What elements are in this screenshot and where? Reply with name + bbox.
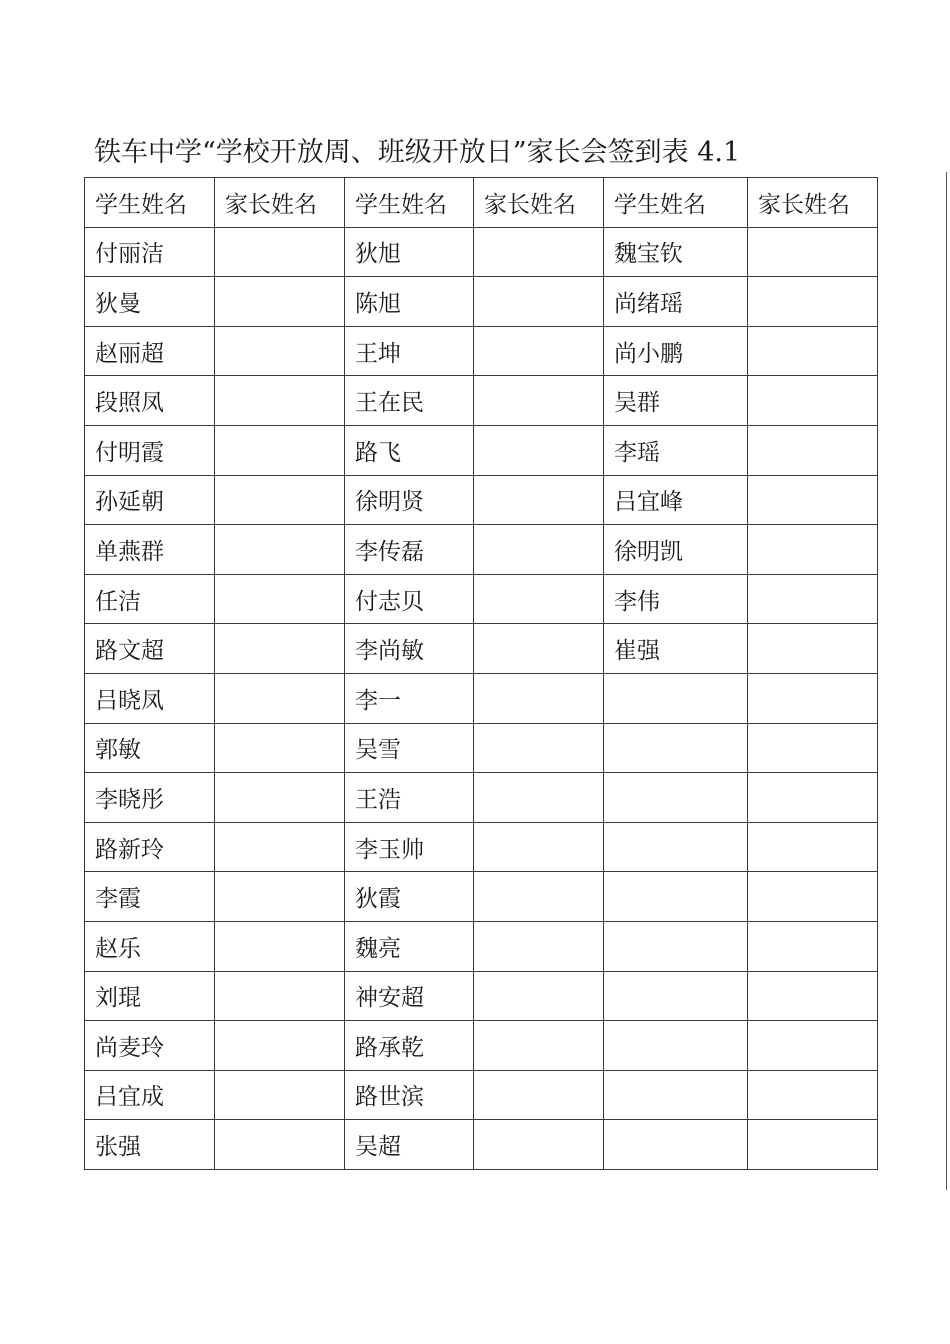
student-name-cell [604, 723, 748, 773]
student-name-cell: 徐明凯 [604, 525, 748, 575]
student-name-cell: 李瑶 [604, 425, 748, 475]
student-name-cell: 吕晓凤 [85, 673, 215, 723]
parent-signature-cell[interactable] [474, 475, 604, 525]
table-row [85, 822, 878, 872]
parent-signature-cell[interactable] [215, 921, 345, 971]
table-row [85, 475, 878, 525]
parent-signature-cell[interactable] [474, 673, 604, 723]
document-title: 铁车中学“学校开放周、班级开放日”家长会签到表 4.1 [94, 137, 741, 168]
parent-signature-cell[interactable] [474, 872, 604, 922]
student-name-cell: 路文超 [85, 624, 215, 674]
student-name-cell: 尚小鹏 [604, 326, 748, 376]
student-name-cell: 魏宝钦 [604, 227, 748, 277]
student-name-cell: 尚麦玲 [85, 1021, 215, 1071]
student-name-cell: 李晓彤 [85, 773, 215, 823]
student-name-cell: 崔强 [604, 624, 748, 674]
sign-in-table [84, 177, 878, 1170]
student-name-cell: 李一 [345, 673, 474, 723]
parent-signature-cell[interactable] [748, 773, 878, 823]
parent-signature-cell[interactable] [474, 425, 604, 475]
student-name-cell: 吴雪 [345, 723, 474, 773]
parent-signature-cell[interactable] [474, 1070, 604, 1120]
table-row [85, 376, 878, 426]
table-row [85, 921, 878, 971]
student-name-cell: 郭敏 [85, 723, 215, 773]
table-row [85, 723, 878, 773]
parent-signature-cell[interactable] [215, 773, 345, 823]
parent-signature-cell[interactable] [748, 921, 878, 971]
parent-signature-cell[interactable] [474, 723, 604, 773]
student-name-cell: 徐明贤 [345, 475, 474, 525]
student-name-cell: 王坤 [345, 326, 474, 376]
parent-signature-cell[interactable] [474, 1021, 604, 1071]
header-parent-name-1: 家长姓名 [215, 178, 345, 228]
header-student-name-2: 学生姓名 [345, 178, 474, 228]
parent-signature-cell[interactable] [748, 1021, 878, 1071]
parent-signature-cell[interactable] [748, 673, 878, 723]
parent-signature-cell[interactable] [215, 1120, 345, 1170]
parent-signature-cell[interactable] [474, 326, 604, 376]
table-row [85, 624, 878, 674]
student-name-cell: 狄曼 [85, 277, 215, 327]
parent-signature-cell[interactable] [215, 1070, 345, 1120]
student-name-cell: 尚绪瑶 [604, 277, 748, 327]
parent-signature-cell[interactable] [474, 525, 604, 575]
student-name-cell: 段照凤 [85, 376, 215, 426]
student-name-cell: 单燕群 [85, 525, 215, 575]
student-name-cell: 吕宜成 [85, 1070, 215, 1120]
table-row [85, 1021, 878, 1071]
table-row [85, 971, 878, 1021]
student-name-cell: 吕宜峰 [604, 475, 748, 525]
student-name-cell: 赵乐 [85, 921, 215, 971]
parent-signature-cell[interactable] [215, 326, 345, 376]
parent-signature-cell[interactable] [748, 376, 878, 426]
table-row [85, 1070, 878, 1120]
student-name-cell [604, 822, 748, 872]
parent-signature-cell[interactable] [474, 921, 604, 971]
student-name-cell [604, 1120, 748, 1170]
student-name-cell [604, 872, 748, 922]
header-parent-name-2: 家长姓名 [474, 178, 604, 228]
student-name-cell: 李霞 [85, 872, 215, 922]
student-name-cell: 狄旭 [345, 227, 474, 277]
parent-signature-cell[interactable] [748, 326, 878, 376]
parent-signature-cell[interactable] [474, 822, 604, 872]
parent-signature-cell[interactable] [215, 574, 345, 624]
header-student-name-3: 学生姓名 [604, 178, 748, 228]
student-name-cell: 路飞 [345, 425, 474, 475]
parent-signature-cell[interactable] [215, 822, 345, 872]
parent-signature-cell[interactable] [748, 872, 878, 922]
parent-signature-cell[interactable] [748, 277, 878, 327]
student-name-cell: 狄霞 [345, 872, 474, 922]
parent-signature-cell[interactable] [215, 872, 345, 922]
parent-signature-cell[interactable] [748, 971, 878, 1021]
parent-signature-cell[interactable] [748, 425, 878, 475]
student-name-cell [604, 1070, 748, 1120]
parent-signature-cell[interactable] [474, 574, 604, 624]
student-name-cell [604, 1021, 748, 1071]
parent-signature-cell[interactable] [474, 971, 604, 1021]
student-name-cell: 任洁 [85, 574, 215, 624]
student-name-cell: 付明霞 [85, 425, 215, 475]
table-row [85, 773, 878, 823]
student-name-cell: 路承乾 [345, 1021, 474, 1071]
parent-signature-cell[interactable] [748, 475, 878, 525]
student-name-cell: 孙延朝 [85, 475, 215, 525]
student-name-cell [604, 921, 748, 971]
parent-signature-cell[interactable] [215, 673, 345, 723]
table-row [85, 227, 878, 277]
table-row [85, 525, 878, 575]
student-name-cell: 吴超 [345, 1120, 474, 1170]
student-name-cell: 陈旭 [345, 277, 474, 327]
student-name-cell: 李尚敏 [345, 624, 474, 674]
table-row [85, 872, 878, 922]
student-name-cell [604, 971, 748, 1021]
parent-signature-cell[interactable] [474, 773, 604, 823]
student-name-cell: 付志贝 [345, 574, 474, 624]
parent-signature-cell[interactable] [215, 277, 345, 327]
table-row [85, 277, 878, 327]
parent-signature-cell[interactable] [215, 475, 345, 525]
parent-signature-cell[interactable] [215, 525, 345, 575]
student-name-cell [604, 773, 748, 823]
student-name-cell [604, 673, 748, 723]
table-row [85, 673, 878, 723]
parent-signature-cell[interactable] [748, 574, 878, 624]
student-name-cell: 神安超 [345, 971, 474, 1021]
student-name-cell: 张强 [85, 1120, 215, 1170]
parent-signature-cell[interactable] [215, 723, 345, 773]
student-name-cell: 路世滨 [345, 1070, 474, 1120]
table-header-row [85, 178, 878, 228]
parent-signature-cell[interactable] [748, 624, 878, 674]
student-name-cell: 路新玲 [85, 822, 215, 872]
parent-signature-cell[interactable] [748, 1070, 878, 1120]
student-name-cell: 魏亮 [345, 921, 474, 971]
parent-signature-cell[interactable] [748, 525, 878, 575]
parent-signature-cell[interactable] [474, 227, 604, 277]
header-parent-name-3: 家长姓名 [748, 178, 878, 228]
student-name-cell: 吴群 [604, 376, 748, 426]
page-edge-line [946, 172, 947, 1190]
parent-signature-cell[interactable] [215, 971, 345, 1021]
header-student-name-1: 学生姓名 [85, 178, 215, 228]
student-name-cell: 李伟 [604, 574, 748, 624]
table-row [85, 574, 878, 624]
parent-signature-cell[interactable] [474, 624, 604, 674]
student-name-cell: 付丽洁 [85, 227, 215, 277]
parent-signature-cell[interactable] [215, 1021, 345, 1071]
student-name-cell: 李玉帅 [345, 822, 474, 872]
parent-signature-cell[interactable] [474, 376, 604, 426]
parent-signature-cell[interactable] [748, 723, 878, 773]
parent-signature-cell[interactable] [748, 1120, 878, 1170]
table-body [85, 227, 878, 1169]
student-name-cell: 刘琨 [85, 971, 215, 1021]
table-row [85, 326, 878, 376]
table-row [85, 425, 878, 475]
parent-signature-cell[interactable] [215, 624, 345, 674]
table-row [85, 1120, 878, 1170]
parent-signature-cell[interactable] [748, 227, 878, 277]
student-name-cell: 赵丽超 [85, 326, 215, 376]
parent-signature-cell[interactable] [215, 227, 345, 277]
student-name-cell: 王浩 [345, 773, 474, 823]
parent-signature-cell[interactable] [748, 822, 878, 872]
student-name-cell: 王在民 [345, 376, 474, 426]
parent-signature-cell[interactable] [215, 425, 345, 475]
parent-signature-cell[interactable] [474, 1120, 604, 1170]
student-name-cell: 李传磊 [345, 525, 474, 575]
parent-signature-cell[interactable] [215, 376, 345, 426]
parent-signature-cell[interactable] [474, 277, 604, 327]
